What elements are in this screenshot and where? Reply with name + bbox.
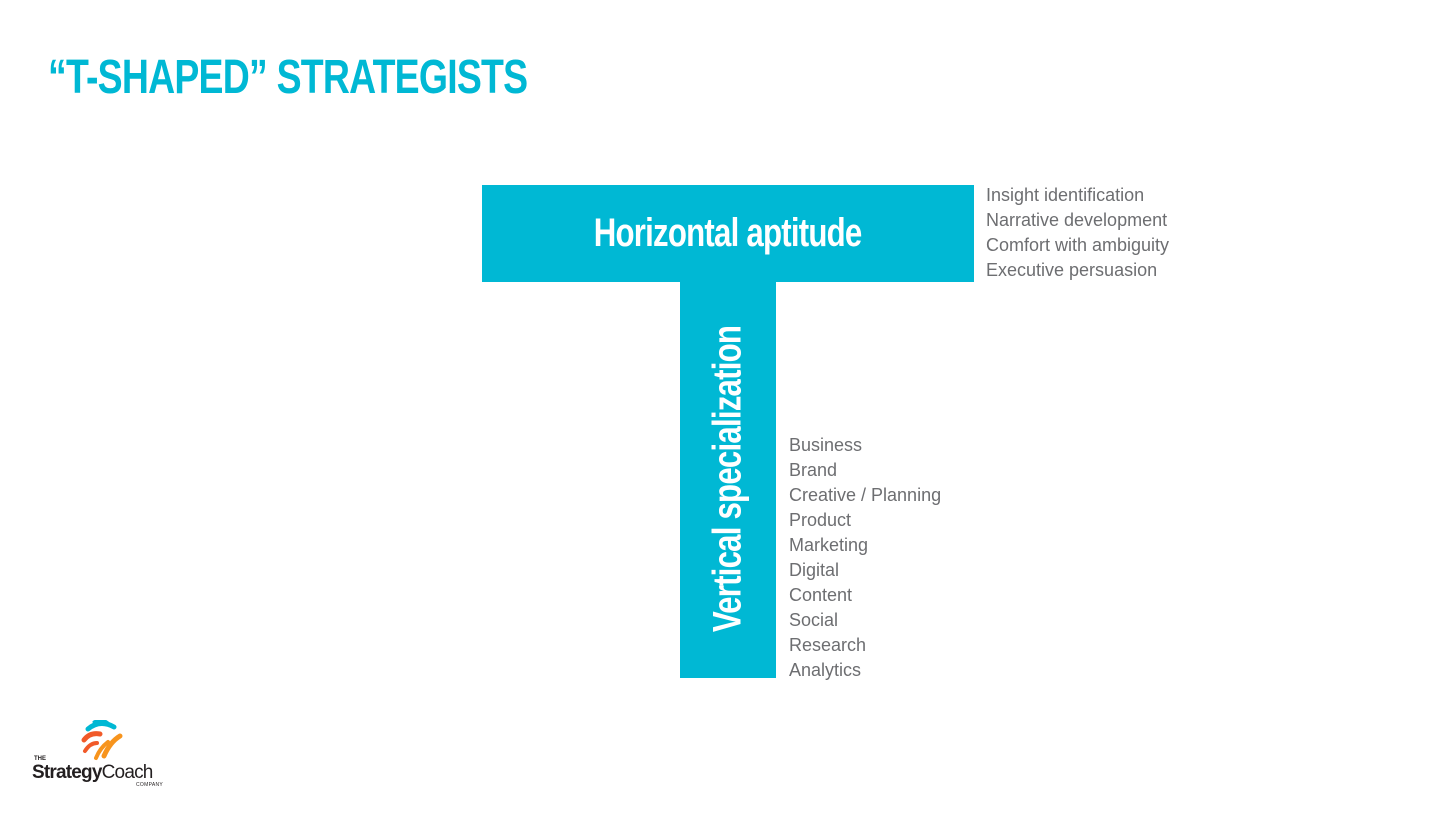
vertical-skill-item: Research [789, 635, 867, 655]
horizontal-skill-list [986, 183, 1169, 283]
horizontal-skill-item: Insight identification [986, 185, 1145, 205]
vertical-skill-item: Brand [789, 460, 838, 480]
slide-title: “T-SHAPED” STRATEGISTS [48, 51, 528, 104]
vertical-skill-list [789, 433, 941, 683]
company-logo [32, 720, 182, 792]
vertical-specialization-label: Vertical specialization [705, 325, 750, 633]
vertical-skill-item: Creative / Planning [789, 485, 942, 505]
vertical-skill-item: Marketing [789, 535, 869, 555]
vertical-skill-item: Digital [789, 560, 840, 580]
horizontal-aptitude-label [482, 185, 974, 282]
logo-strategy-text: Strategy [32, 762, 102, 783]
vertical-skill-item: Business [789, 435, 863, 455]
logo-coach-text: Coach [101, 762, 153, 783]
t-horizontal-bar [482, 185, 974, 282]
vertical-skill-item: Product [789, 510, 852, 530]
horizontal-skill-item: Narrative development [986, 210, 1168, 230]
horizontal-skill-item: Executive persuasion [986, 260, 1158, 280]
vertical-skill-item: Content [789, 585, 853, 605]
horizontal-skill-item: Comfort with ambiguity [986, 235, 1170, 255]
strategy-coach-logo-mark-icon [80, 720, 124, 764]
vertical-skill-item: Analytics [789, 660, 862, 680]
logo-wordmark [32, 762, 153, 784]
horizontal-aptitude-text: Horizontal aptitude [594, 211, 862, 255]
vertical-skill-item: Social [789, 610, 839, 630]
logo-the-text: THE [34, 756, 46, 762]
logo-company-text: COMPANY [136, 782, 164, 788]
t-vertical-stem [680, 281, 776, 678]
